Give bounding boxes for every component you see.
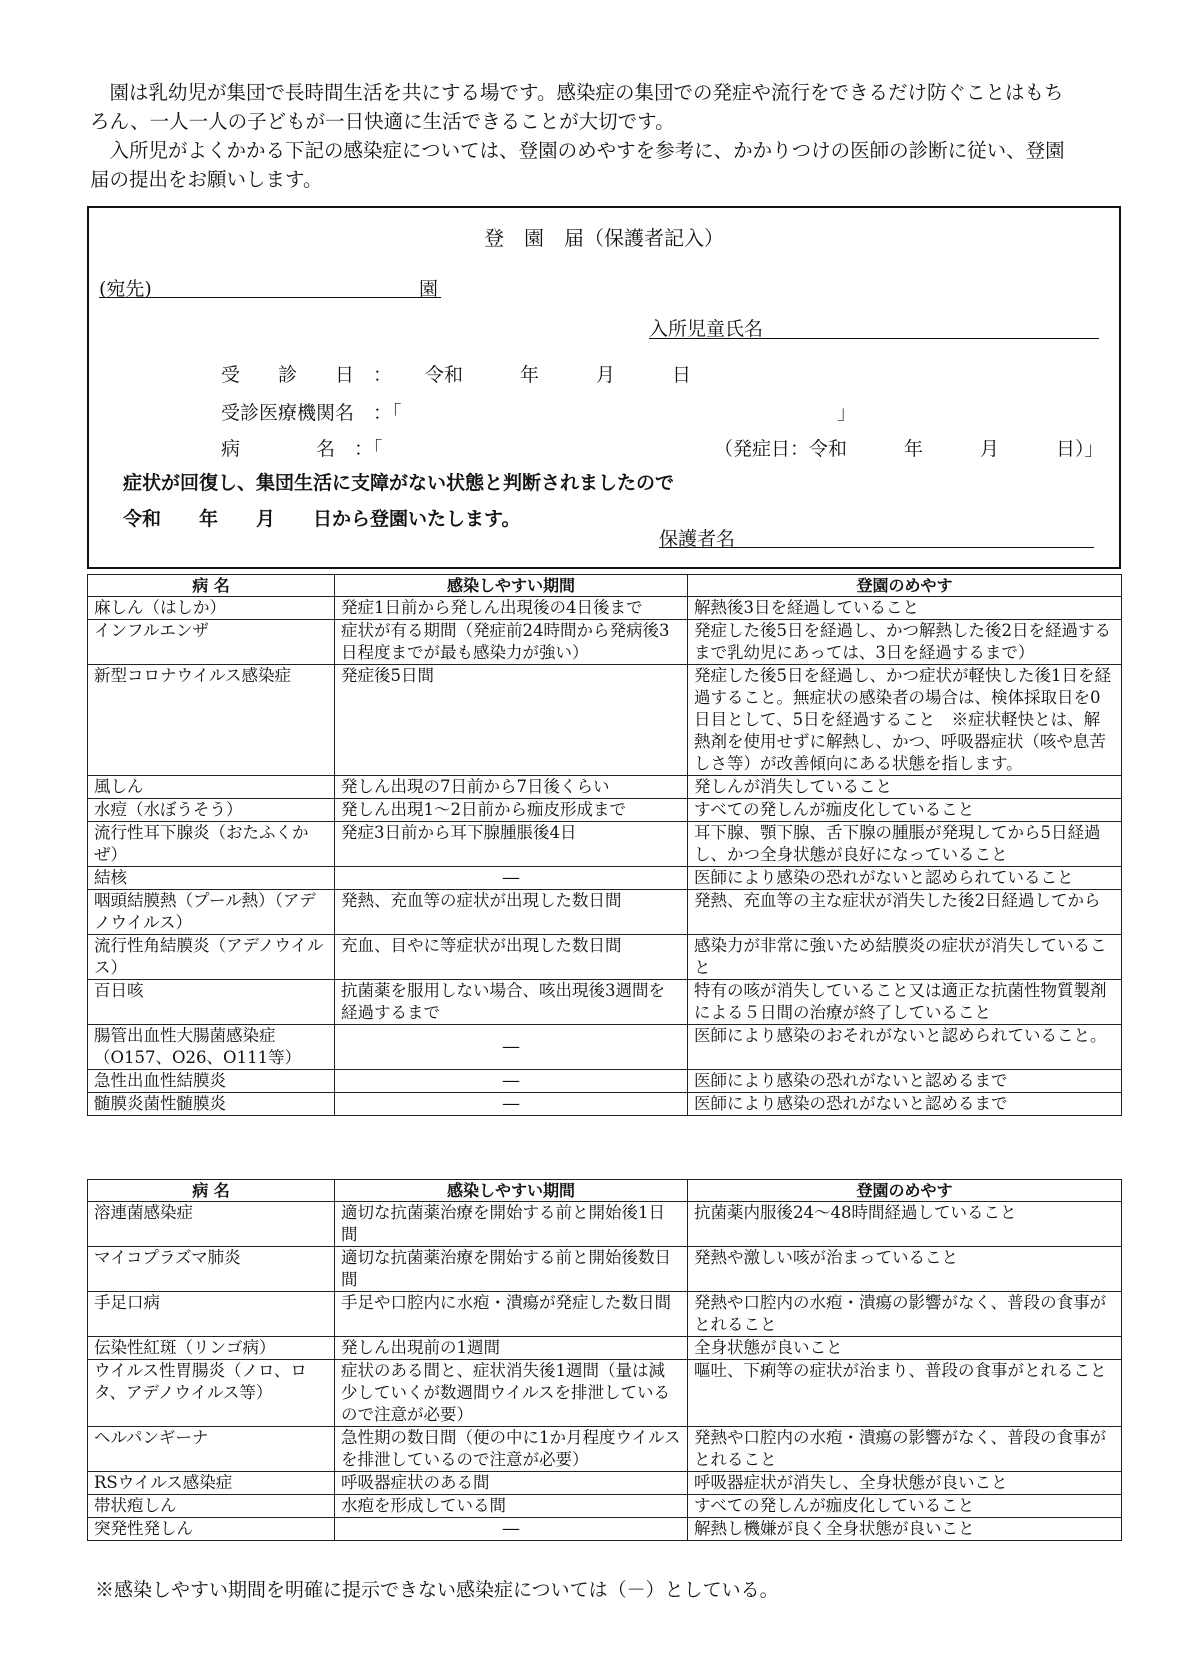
to-label: (宛先) <box>99 278 152 300</box>
table-row <box>88 620 1122 665</box>
table-row <box>88 822 1122 867</box>
header-name: 病 名 <box>88 575 335 597</box>
cell-period: 発症後5日間 <box>335 665 688 776</box>
table-row <box>88 1202 1122 1247</box>
intro-paragraph-1: 園は乳幼児が集団で長時間生活を共にする場です。感染症の集団での発症や流行をできるだけ防ぐことはもちろん、一人一人の子どもが一日快適に生活できることが大切です。 <box>90 81 1064 133</box>
cell-name: 帯状疱しん <box>88 1495 335 1518</box>
cell-name: 麻しん（はしか） <box>88 597 335 620</box>
table-row <box>88 890 1122 935</box>
disease-table-2 <box>87 1179 1122 1541</box>
cell-name: 新型コロナウイルス感染症 <box>88 665 335 776</box>
header-name: 病 名 <box>88 1180 335 1202</box>
cell-guide: すべての発しんが痂皮化していること <box>688 1495 1122 1518</box>
cell-period: ― <box>335 1518 688 1541</box>
header-guide: 登園のめやす <box>688 575 1122 597</box>
child-name-label: 入所児童氏名 <box>649 318 764 340</box>
cell-name: 急性出血性結膜炎 <box>88 1070 335 1093</box>
cell-guide: 医師により感染の恐れがないと認めるまで <box>688 1093 1122 1116</box>
table-row <box>88 1518 1122 1541</box>
cell-guide: 発熱、充血等の主な症状が消失した後2日経過してから <box>688 890 1122 935</box>
cell-guide: 解熱後3日を経過していること <box>688 597 1122 620</box>
cell-period: 発症3日前から耳下腺腫脹後4日 <box>335 822 688 867</box>
visit-date-label: 受 診 日 ： <box>221 364 393 386</box>
cell-name: RSウイルス感染症 <box>88 1472 335 1495</box>
cell-guide: 感染力が非常に強いため結膜炎の症状が消失していること <box>688 935 1122 980</box>
cell-guide: 呼吸器症状が消失し、全身状態が良いこと <box>688 1472 1122 1495</box>
table-row <box>88 776 1122 799</box>
cell-period: 発症1日前から発しん出現後の4日後まで <box>335 597 688 620</box>
cell-name: インフルエンザ <box>88 620 335 665</box>
cell-name: 突発性発しん <box>88 1518 335 1541</box>
cell-period: 手足や口腔内に水疱・潰瘍が発症した数日間 <box>335 1292 688 1337</box>
cell-guide: 嘔吐、下痢等の症状が治まり、普段の食事がとれること <box>688 1360 1122 1427</box>
cell-guide: 発症した後5日を経過し、かつ症状が軽快した後1日を経過すること。無症状の感染者の場合は、検体採取日を0日目として、5日を経過すること ※症状軽快とは、解熱剤を使用せずに解熱し、かつ、呼吸器症状（咳や息苦しさ等）が改善傾向にある状態を指します。 <box>688 665 1122 776</box>
attendance-form <box>87 206 1121 569</box>
table-row <box>88 935 1122 980</box>
statement-line-2: 令和 年 月 日から登園いたします。 <box>123 508 521 530</box>
cell-period: 急性期の数日間（便の中に1か月程度ウイルスを排泄しているので注意が必要） <box>335 1427 688 1472</box>
child-name-line[interactable] <box>649 338 1099 339</box>
cell-period: 症状が有る期間（発症前24時間から発病後3日程度までが最も感染力が強い） <box>335 620 688 665</box>
cell-period: ― <box>335 867 688 890</box>
cell-name: ウイルス性胃腸炎（ノロ、ロタ、アデノウイルス等） <box>88 1360 335 1427</box>
cell-period: 発熱、充血等の症状が出現した数日間 <box>335 890 688 935</box>
table-row <box>88 1247 1122 1292</box>
form-title: 登 園 届（保護者記入） <box>484 226 724 250</box>
cell-name: 流行性耳下腺炎（おたふくかぜ） <box>88 822 335 867</box>
cell-period: 症状のある間と、症状消失後1週間（量は減少していくが数週間ウイルスを排泄しているので注意が必要） <box>335 1360 688 1427</box>
cell-period: 発しん出現1～2日前から痂皮形成まで <box>335 799 688 822</box>
disease-label: 病 名 ：「 <box>221 438 383 460</box>
guardian-label: 保護者名 <box>659 528 736 550</box>
cell-name: 百日咳 <box>88 980 335 1025</box>
cell-name: 結核 <box>88 867 335 890</box>
footnote: ※感染しやすい期間を明確に提示できない感染症については（－）としている。 <box>95 1579 779 1601</box>
table-row <box>88 1360 1122 1427</box>
guardian-line[interactable] <box>659 547 1094 548</box>
cell-period: 適切な抗菌薬治療を開始する前と開始後数日間 <box>335 1247 688 1292</box>
cell-guide: 医師により感染のおそれがないと認められていること。 <box>688 1025 1122 1070</box>
table-row <box>88 1292 1122 1337</box>
cell-guide: 発熱や口腔内の水疱・潰瘍の影響がなく、普段の食事がとれること <box>688 1427 1122 1472</box>
table-row <box>88 1427 1122 1472</box>
disease-table-1 <box>87 574 1122 1116</box>
cell-guide: 特有の咳が消失していること又は適正な抗菌性物質製剤による５日間の治療が終了していること <box>688 980 1122 1025</box>
table-row <box>88 1472 1122 1495</box>
cell-guide: 発熱や口腔内の水疱・潰瘍の影響がなく、普段の食事がとれること <box>688 1292 1122 1337</box>
cell-period: 呼吸器症状のある間 <box>335 1472 688 1495</box>
cell-guide: 抗菌薬内服後24～48時間経過していること <box>688 1202 1122 1247</box>
cell-period: 水疱を形成している間 <box>335 1495 688 1518</box>
visit-date-value[interactable]: 令和 年 月 日 <box>425 364 692 386</box>
table-row <box>88 1070 1122 1093</box>
cell-guide: 全身状態が良いこと <box>688 1337 1122 1360</box>
onset-date[interactable]: （発症日：令和 年 月 日）」 <box>714 438 1104 460</box>
table-header-row <box>88 575 1122 597</box>
cell-period: 充血、目やに等症状が出現した数日間 <box>335 935 688 980</box>
addressee-line[interactable] <box>99 297 441 298</box>
cell-name: 咽頭結膜熱（プール熱）（アデノウイルス） <box>88 890 335 935</box>
table-row <box>88 1337 1122 1360</box>
intro-paragraph-2: 入所児がよくかかる下記の感染症については、登園のめやすを参考に、かかりつけの医師の診断に従い、登園届の提出をお願いします。 <box>90 139 1065 191</box>
table-row <box>88 799 1122 822</box>
cell-period: ― <box>335 1070 688 1093</box>
cell-guide: 医師により感染の恐れがないと認めるまで <box>688 1070 1122 1093</box>
cell-name: マイコプラズマ肺炎 <box>88 1247 335 1292</box>
table-row <box>88 1495 1122 1518</box>
table-row <box>88 665 1122 776</box>
cell-name: 手足口病 <box>88 1292 335 1337</box>
cell-guide: 発熱や激しい咳が治まっていること <box>688 1247 1122 1292</box>
cell-name: 溶連菌感染症 <box>88 1202 335 1247</box>
cell-guide: 発しんが消失していること <box>688 776 1122 799</box>
cell-period: 適切な抗菌薬治療を開始する前と開始後1日間 <box>335 1202 688 1247</box>
cell-name: 腸管出血性大腸菌感染症（O157、O26、O111等） <box>88 1025 335 1070</box>
table-header-row <box>88 1180 1122 1202</box>
cell-period: ― <box>335 1025 688 1070</box>
cell-period: ― <box>335 1093 688 1116</box>
cell-name: 髄膜炎菌性髄膜炎 <box>88 1093 335 1116</box>
cell-guide: 解熱し機嫌が良く全身状態が良いこと <box>688 1518 1122 1541</box>
clinic-close: 」 <box>837 402 857 424</box>
cell-name: 水痘（水ぼうそう） <box>88 799 335 822</box>
cell-period: 抗菌薬を服用しない場合、咳出現後3週間を経過するまで <box>335 980 688 1025</box>
cell-name: ヘルパンギーナ <box>88 1427 335 1472</box>
table-row <box>88 980 1122 1025</box>
cell-guide: 発症した後5日を経過し、かつ解熱した後2日を経過するまで乳幼児にあっては、3日を経過するまで） <box>688 620 1122 665</box>
intro-text <box>90 78 1070 194</box>
cell-name: 風しん <box>88 776 335 799</box>
cell-guide: 医師により感染の恐れがないと認められていること <box>688 867 1122 890</box>
cell-name: 流行性角結膜炎（アデノウイルス） <box>88 935 335 980</box>
table-row <box>88 1093 1122 1116</box>
cell-guide: すべての発しんが痂皮化していること <box>688 799 1122 822</box>
table-row <box>88 867 1122 890</box>
table-row <box>88 597 1122 620</box>
cell-name: 伝染性紅斑（リンゴ病） <box>88 1337 335 1360</box>
header-guide: 登園のめやす <box>688 1180 1122 1202</box>
header-period: 感染しやすい期間 <box>335 1180 688 1202</box>
clinic-label: 受診医療機関名 ：「 <box>221 402 402 424</box>
cell-guide: 耳下腺、顎下腺、舌下腺の腫脹が発現してから5日経過し、かつ全身状態が良好になっていること <box>688 822 1122 867</box>
cell-period: 発しん出現前の1週間 <box>335 1337 688 1360</box>
table-row <box>88 1025 1122 1070</box>
cell-period: 発しん出現の7日前から7日後くらい <box>335 776 688 799</box>
statement-line-1: 症状が回復し、集団生活に支障がない状態と判断されましたので <box>123 472 675 494</box>
en-label: 園 <box>419 278 439 300</box>
header-period: 感染しやすい期間 <box>335 575 688 597</box>
